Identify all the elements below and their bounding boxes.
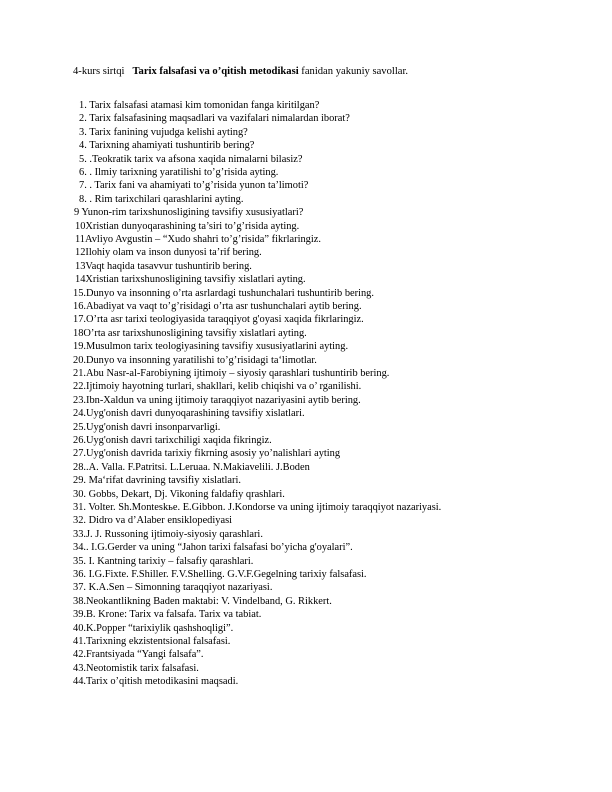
question-item: 38.Neokantlikning Baden maktabi: V. Vindelband, G. Rikkert. bbox=[73, 595, 332, 607]
title-subject: Tarix falsafasi va o’qitish metodikasi bbox=[132, 66, 299, 77]
question-item: 1. Tarix falsafasi atamasi kim tomonidan fanga kiritilgan? bbox=[79, 100, 320, 111]
question-item: 33.J. J. Russoning ijtimoiy-siyosiy qarashlari. bbox=[73, 528, 263, 540]
question-item: 41.Tarixning ekzistentsional falsafasi. bbox=[73, 636, 231, 647]
question-item: 8. . Rim tarixchilari qarashlarini ayting. bbox=[79, 193, 244, 205]
question-item: 15.Dunyo va insonning o’rta asrlardagi tushunchalari tushuntirib bering. bbox=[73, 287, 374, 299]
question-item: 26.Uyg'onish davri tarixchiligi xaqida fikringiz. bbox=[73, 435, 272, 446]
question-item: 27.Uyg'onish davrida tarixiy fikrning asosiy yo’nalishlari ayting bbox=[73, 448, 341, 460]
question-item: 32. Didro va d’Alaber ensiklopediyasi bbox=[73, 515, 232, 527]
question-item: 31. Volter. Sh.Monteskье. E.Gibbon. J.Kondorse va uning ijtimoiy taraqqiyot nazariyasi. bbox=[73, 502, 442, 513]
question-item: 2. Tarix falsafasining maqsadlari va vazifalari nimalardan iborat? bbox=[79, 113, 350, 125]
question-item: 5. .Teokratik tarix va afsona xaqida nimalarni bilasiz? bbox=[79, 153, 303, 165]
question-item: 7. . Tarix fani va ahamiyati to’g’risida yunon ta’limoti? bbox=[79, 180, 309, 192]
question-item: 35. I. Kantning tarixiy – falsafiy qarashlari. bbox=[73, 555, 254, 567]
question-item: 17.O’rta asr tarixi teologiyasida taraqqiyot g'oyasi xaqida fikrlaringiz. bbox=[73, 314, 364, 326]
question-item: 19.Musulmon tarix teologiyasining tavsifiy xususiyatlarini ayting. bbox=[73, 341, 349, 353]
question-item: 34.. I.G.Gerder va uning “Jahon tarixi falsafasi bo’yicha g'oyalari”. bbox=[73, 542, 353, 554]
question-item: 28..A. Valla. F.Patritsi. L.Leruaa. N.Makiavelili. J.Boden bbox=[73, 461, 310, 473]
question-item: 12Ilohiy olam va inson dunyosi ta’rif bering. bbox=[75, 247, 262, 259]
title-suffix: fanidan yakuniy savollar. bbox=[298, 66, 409, 77]
question-item: 14Xristian tarixshunosligining tavsifiy xislatlari ayting. bbox=[75, 274, 306, 286]
question-item: 25.Uyg'onish davri insonparvarligi. bbox=[73, 421, 221, 433]
question-item: 3. Tarix fanining vujudga kelishi ayting? bbox=[79, 126, 248, 138]
question-item: 23.Ibn-Xaldun va uning ijtimoiy taraqqiyot nazariyasini aytib bering. bbox=[73, 394, 361, 406]
question-item: 4. Tarixning ahamiyati tushuntirib bering? bbox=[79, 140, 255, 152]
question-item: 9 Yunon-rim tarixshunosligining tavsifiy xususiyatlari? bbox=[74, 207, 304, 219]
question-item: 13Vaqt haqida tasavvur tushuntirib bering. bbox=[75, 260, 252, 272]
question-item: 40.K.Popper “tarixiylik qashshoqligi”. bbox=[73, 622, 234, 634]
question-item: 29. Maʻrifat davrining tavsifiy xislatlari. bbox=[73, 475, 241, 487]
question-item: 44.Tarix o’qitish metodikasini maqsadi. bbox=[73, 676, 239, 688]
question-item: 16.Abadiyat va vaqt to’g’risidagi o’rta asr tushunchalari aytib bering. bbox=[73, 301, 362, 312]
question-item: 30. Gobbs, Dekart, Dj. Vikoning faldafiy qrashlari. bbox=[73, 488, 285, 500]
page-title bbox=[73, 65, 593, 78]
question-item: 36. I.G.Fixte. F.Shiller. F.V.Shelling. G.V.F.Gegelning tarixiy falsafasi. bbox=[73, 569, 367, 580]
question-item: 21.Abu Nasr-al-Farobiyning ijtimoiy – siyosiy qarashlari tushuntirib bering. bbox=[73, 368, 390, 379]
title-prefix: 4-kurs sirtqi bbox=[73, 66, 125, 77]
question-item: 37. K.A.Sen – Simonning taraqqiyot nazariyasi. bbox=[73, 582, 273, 594]
question-item: 11Avliyo Avgustin – “Xudo shahri to’g’risida” fikrlaringiz. bbox=[75, 234, 321, 245]
question-item: 10Xristian dunyoqarashining ta’siri to’g’risida ayting. bbox=[75, 220, 300, 232]
question-item: 18O’rta asr tarixshunosligining tavsifiy xislatlari ayting. bbox=[73, 327, 307, 339]
question-item: 20.Dunyo va insonning yaratilishi to’g’risidagi taʻlimotlar. bbox=[73, 354, 317, 366]
question-item: 22.Ijtimoiy hayotning turlari, shakllari, kelib chiqishi va o’ rganilishi. bbox=[73, 381, 362, 393]
question-item: 6. . Ilmiy tarixning yaratilishi to’g’risida ayting. bbox=[79, 167, 279, 178]
question-item: 39.B. Krone: Tarix va falsafa. Tarix va tabiat. bbox=[73, 609, 262, 621]
question-item: 43.Neotomistik tarix falsafasi. bbox=[73, 662, 199, 674]
question-item: 24.Uyg'onish davri dunyoqarashining tavsifiy xislatlari. bbox=[73, 408, 305, 420]
question-item: 42.Frantsiyada “Yangi falsafa”. bbox=[73, 649, 204, 661]
